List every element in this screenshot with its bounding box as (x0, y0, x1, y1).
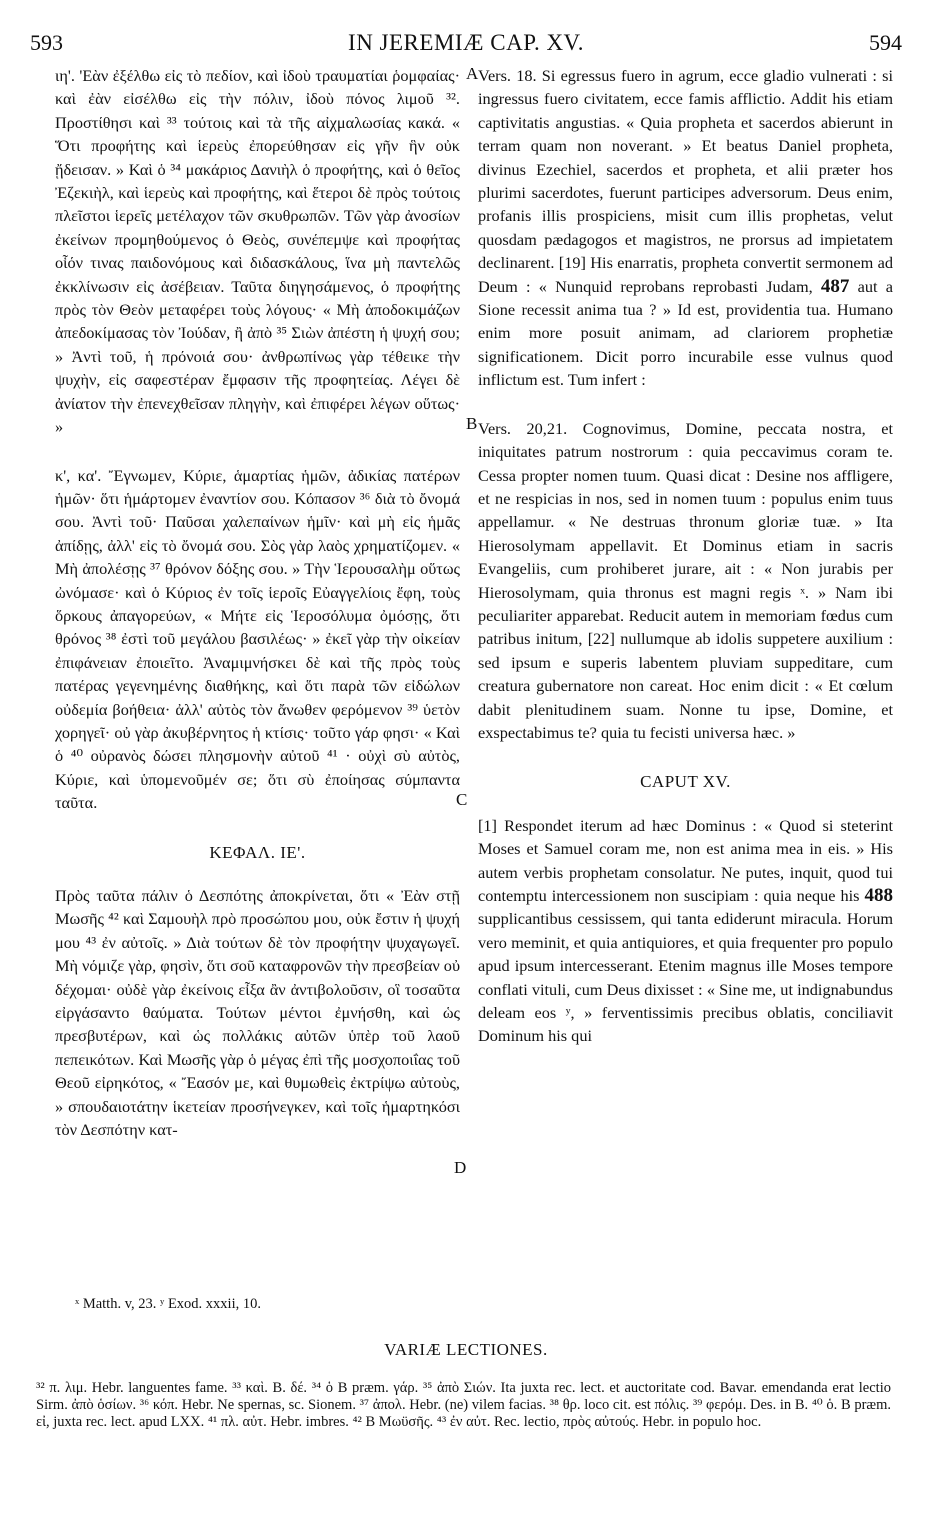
margin-marker-a: A (466, 64, 479, 83)
greek-paragraph-3: Πρὸς ταῦτα πάλιν ὁ Δεσπότης ἀποκρίνεται, ὅτι « Ἐὰν στῇ Μωσῆς ⁴² καὶ Σαμουὴλ πρὸ προσώπου μου, οὐκ ἔστιν ἡ ψυχή μου ⁴³ ἐν αὐτοῖς. » Διὰ τούτων δὲ τὸν προφήτην ψυχαγωγεῖ. Μὴ νόμιζε γὰρ, φησὶν, ὅτι σοῦ καταφρονῶν τὴν πρεσβείαν οὐ δέχομαι· οὐδὲ γὰρ ἐκείνοις εἶξα ἂν ἀντιβολοῦσιν, οἳ τοσαῦτα εἰργάσαντο θαύματα. Τούτων μέντοι ἐμνήσθη, καὶ ὡς πρεσβυτέρων, καὶ ὡς πολλάκις αὐτῶν ὑπὲρ τοῦ λαοῦ πεπεικότων. Καὶ Μωσῆς γὰρ ὁ μέγας ἐπὶ τῆς μοσχοποιΐας τοῦ Θεοῦ εἰρηκότος, « Ἔασόν με, καὶ θυμωθεὶς ἐκτρίψω αὐτοὺς, » σπουδαιοτάτην ἱκετείαν προσήνεγκεν, καὶ τοῖς ἡμαρτηκόσι τὸν Δεσπότην κατ- (55, 886, 461, 1140)
variae-lectiones-heading: VARIÆ LECTIONES. (384, 1340, 548, 1359)
margin-marker-c: C (456, 790, 468, 809)
running-title: IN JEREMIÆ CAP. XV. (348, 30, 584, 55)
column-number-487: 487 (820, 275, 850, 297)
variant-readings: ³² π. λιμ. Hebr. languentes fame. ³³ καὶ. B. δέ. ³⁴ ὁ B præm. γάρ. ³⁵ ἀπὸ Σιών. Ita juxta rec. lect. et auctoritate cod. Bavar. emendanda erat lectio Sirm. ἀπὸ ὁσίων. ³⁶ κόπ. Hebr. Ne spernas, sc. Sionem. ³⁷ ἀπολ. Hebr. (ne) vilem facias. ³⁸ θρ. loco cit. est πόλις. ³⁹ φερόμ. Des. in B. ⁴⁰ ὁ. B præm. εἰ, juxta rec. lect. apud LXX. ⁴¹ πλ. αὐτ. Hebr. imbres. ⁴² B Μωϋσῆς. ⁴³ ἐν αὐτ. Rec. lectio, πρὸς αὐτούς. Hebr. in populo hoc. (36, 1380, 891, 1430)
latin-paragraph-1-text: Vers. 18. Si egressus fuero in agrum, ecce gladio vulnerati : si ingressus fuero civitatem, ecce famis afflictio. Addit his etiam captivitatis angustias. « Quia propheta et sacerdos abierunt in terram quam non noverant. » Et beatus Daniel propheta, divinus Ezechiel, sacerdos et propheta, et alii præter hos plurimi sacerdotes, fuerunt participes adversorum. Deus enim, profanis illis prospiciens, misit cum illis prophetas, velut quosdam pædagogos et magistros, ne prorsus ad impietatem declinarent. [19] His enarratis, propheta convertit sermonem ad Deum : « Nunquid reprobans reprobasti Judam, (478, 66, 893, 296)
latin-paragraph-3 (478, 814, 893, 1048)
greek-column (55, 64, 460, 1141)
greek-chapter-heading: ΚΕΦΑΛ. ΙΕ'. (209, 842, 306, 862)
latin-paragraph-2: Vers. 20,21. Cognovimus, Domine, peccata nostra, et iniquitates patrum nostrorum : quia peccavimus coram te. Cessa propter nomen tuum. Quasi dicat : Desine nos affligere, et ne respicias in nos, sed in nomen tuum : populus enim tuus appellamur. « Ne destruas thronum gloriæ tuæ. » Ita Hierosolymam appellavit. Et Dominus etiam in sacris Evangeliis, cum prohiberet jurare, ait : « Non jurabis per Hierosolymam, quia thronus est magni regis ˣ. » Nam ibi peculiariter apparebat. Reducit autem in memoriam fœdus cum patribus initum, [22] nullumque ab idolis suppetere auxilium : sed ipsum e superis labentem pluviam suppeditare, cum creatura gubernatore non careat. Hoc enim dicit : « Et cœlum dabit plenitudinem suam. Nonne tu ipse, Domine, et exspectabimus te? quia tu fecisti universa hæc. » (478, 418, 893, 742)
latin-paragraph-3-text: [1] Respondet iterum ad hæc Dominus : « Quod si steterint Moses et Samuel coram me, non est anima mea in eis. » His autem verbis prophetam consolatur. Ne putes, inquit, quod tui contemptu intercessionem non suscipiam : quia neque his (478, 815, 893, 905)
column-number-488: 488 (864, 885, 894, 906)
footnotes: ˣ Matth. v, 23. ʸ Exod. xxxii, 10. (75, 1296, 261, 1312)
greek-paragraph-2: κ', κα'. Ἔγνωμεν, Κύριε, ἁμαρτίας ἡμῶν, ἀδικίας πατέρων ἡμῶν· ὅτι ἡμάρτομεν ἐναντίον σου. Κόπασον ³⁶ διὰ τὸ ὄνομά σου. Ἀντὶ τοῦ· Παῦσαι χαλεπαίνων ἡμῖν· καὶ μὴ εἰς ἡμᾶς ἀπίδῃς, ἀλλ' εἰς τὸ ὄνομά σου. Σὸς γὰρ λαὸς χρηματίζομεν. « Μὴ ἀπολέσῃς ³⁷ θρόνον δόξης σου. » Τὴν Ἱερουσαλὴμ οὕτως ὠνόμασε· καὶ ὁ Κύριος ἐν τοῖς ἱεροῖς Εὐαγγελίοις ἔφη, τοὺς ὅρκους ἀπαγορεύων, « Μήτε εἰς Ἱεροσόλυμα ὀμόσῃς, ὅτι θρόνος ³⁸ ἐστὶ τοῦ μεγάλου βασιλέως· » ἐκεῖ γὰρ τὴν οἰκείαν ἐπιφάνειαν ἐποιεῖτο. Ἀναμιμνήσκει δὲ καὶ τῆς πρὸς τοὺς πατέρας γεγενημένης διαθήκης, καὶ ὅτι παρὰ τῶν εἰδώλων οὐδεμία βοήθεια· ἀλλ' αὐτὸς τὸν ἄνωθεν φερόμενον ³⁹ ὑετὸν χορηγεῖ· οὐ γὰρ ἀκυβέρνητος ἡ κτίσις· τοῦτο γάρ φησι· « Καὶ ὁ ⁴⁰ οὐρανὸς δώσει πλησμονὴν αὐτοῦ ⁴¹ · οὐχὶ σὺ αὐτὸς, Κύριε, καὶ ὑπομενοῦμέν σε; ὅτι σὺ ἐποίησας σύμπαντα ταῦτα. (55, 465, 460, 813)
latin-paragraph-1-tail: aut a Sione recessit anima tua ? » Id est, providentia tua. Humano enim more posuit animam, ad clariorem prophetiæ significationem. Dicit porro incurabile esse vulnus quod inflictum est. Tum infert : (478, 276, 894, 390)
margin-marker-d: D (454, 1158, 467, 1177)
latin-paragraph-3-tail: supplicantibus cessissem, qui tanta ediderunt miracula. Horum vero meminit, et quia antiquiores, et quia frequenter pro populo apud ipsum intercesserant. Etenim magnus ille Moses tempore conflati vituli, cum Deus dixisset : « Sine me, ut indignabundus deleam eos ʸ, » ferventissimis precibus oblatis, conciliavit Dominum his qui (478, 909, 893, 1046)
page-number-left: 593 (30, 30, 63, 55)
page-number-right: 594 (869, 30, 902, 55)
greek-paragraph-1: ιη'. 'Εὰν ἐξέλθω εἰς τὸ πεδίον, καὶ ἰδοὺ τραυματίαι ῥομφαίας· καὶ ἐὰν εἰσέλθω εἰς τὴν πόλιν, ἰδοὺ πόνος λιμοῦ ³². Προστίθησι καὶ ³³ τούτοις καὶ τὰ τῆς αἰχμαλωσίας κακά. « Ὅτι προφήτης καὶ ἱερεὺς ἐπορεύθησαν εἰς γῆν ἣν οὐκ ᾔδεισαν. » Καὶ ὁ ³⁴ μακάριος Δανιὴλ ὁ προφήτης, καὶ ὁ θεῖος Ἐζεκιὴλ, καὶ ἱερεὺς καὶ προφήτης, καὶ ἕτεροι δὲ πρὸς τούτοις πλεῖστοι ἱερεῖς μετέλαχον τῶν σκυθρωπῶν. Τῶν γὰρ ἀνοσίων ἐκείνων προμηθούμενος ὁ Θεὸς, συνέπεμψε καὶ προφήτας οἷόν τινας παιδονόμους καὶ διδασκάλους, ἵνα μὴ παντελῶς ἐκκλίνωσιν εἰς ἀσέβειαν. Ταῦτα διηγησάμενος, ὁ προφήτης πρὸς τὸν Θεὸν μεταφέρει τοὺς λόγους· « Μὴ ἀποδοκιμάζων ἀπεδοκίμασας τὸν Ἰούδαν, ἢ ἀπὸ ³⁵ Σιὼν ἀπέστη ἡ ψυχή σου; » Ἀντὶ τοῦ, ἡ πρόνοιά σου· ἀνθρωπίνως γὰρ τέθεικε τὴν ψυχὴν, εἰς σαφεστέραν ἔμφασιν τῆς προφητείας. Λέγει δὲ ἀνίατον τὴν ἐπενεχθεῖσαν πληγὴν, καὶ ἐπιφέρει λέγων οὕτως· » (55, 66, 460, 437)
page-header (30, 30, 902, 60)
latin-paragraph-1 (478, 64, 893, 392)
margin-marker-b: B (466, 414, 478, 433)
latin-chapter-heading: CAPUT XV. (640, 772, 731, 792)
latin-column (478, 64, 893, 1048)
